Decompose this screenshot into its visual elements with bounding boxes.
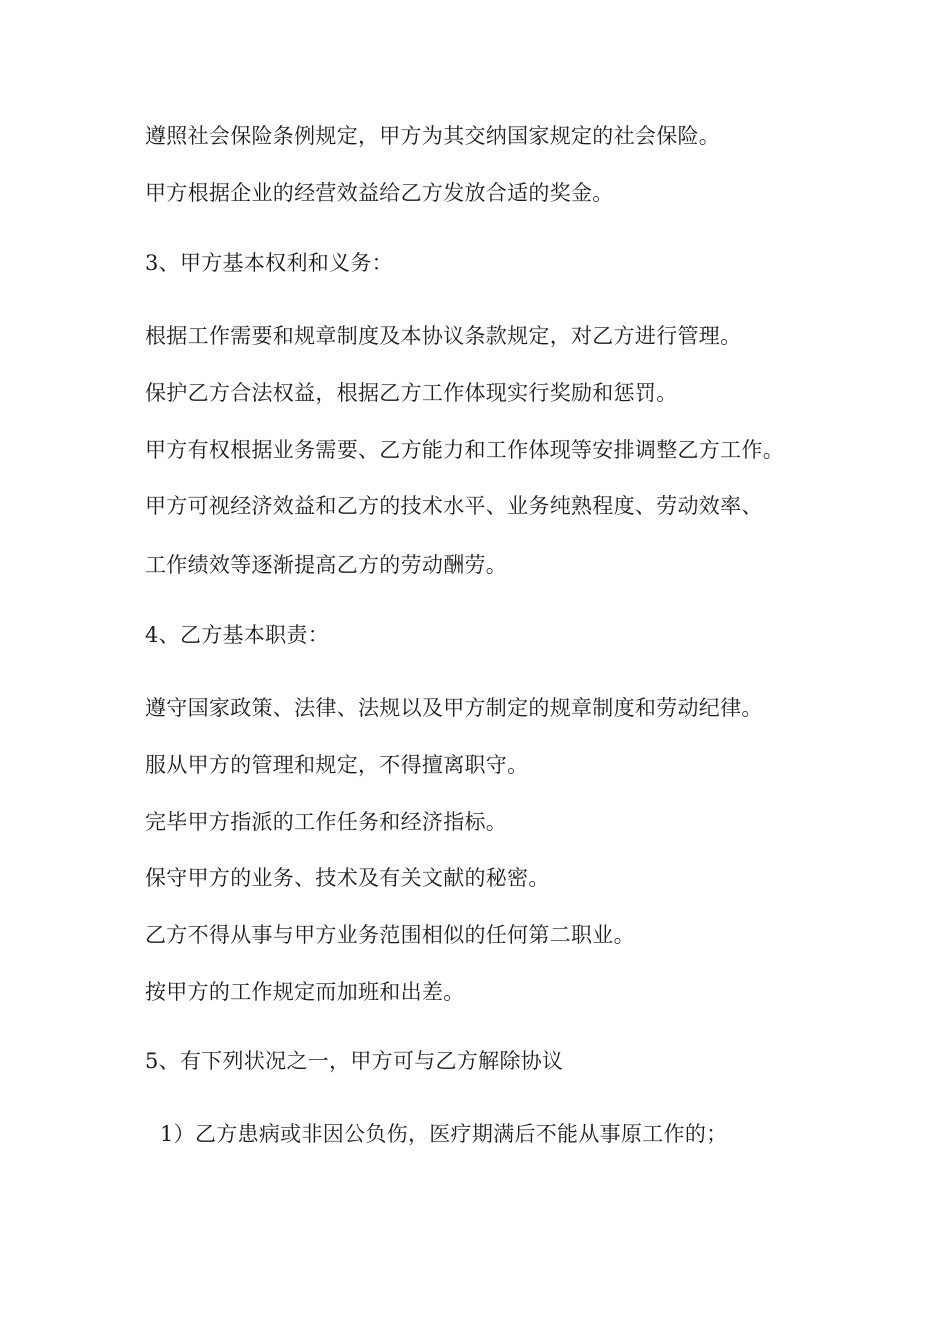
paragraph-overtime: 按甲方的工作规定而加班和出差。 bbox=[145, 980, 465, 1004]
paragraph-pay-raise-line1: 甲方可视经济效益和乙方的技术水平、业务纯熟程度、劳动效率、 bbox=[145, 494, 763, 518]
paragraph-management: 根据工作需要和规章制度及本协议条款规定，对乙方进行管理。 bbox=[145, 324, 742, 348]
section-heading-4: 4、乙方基本职责： bbox=[145, 623, 330, 647]
paragraph-pay-raise-line2: 工作绩效等逐渐提高乙方的劳动酬劳。 bbox=[145, 553, 508, 577]
section-heading-5: 5、有下列状况之一，甲方可与乙方解除协议 bbox=[145, 1049, 564, 1073]
paragraph-bonus: 甲方根据企业的经营效益给乙方发放合适的奖金。 bbox=[145, 181, 614, 205]
paragraph-no-second-job: 乙方不得从事与甲方业务范围相似的任何第二职业。 bbox=[145, 923, 635, 947]
section-heading-3: 3、甲方基本权利和义务： bbox=[145, 251, 393, 275]
paragraph-rights-protection: 保护乙方合法权益，根据乙方工作体现实行奖励和惩罚。 bbox=[145, 381, 678, 405]
paragraph-complete-tasks: 完毕甲方指派的工作任务和经济指标。 bbox=[145, 810, 508, 834]
paragraph-confidentiality: 保守甲方的业务、技术及有关文献的秘密。 bbox=[145, 866, 550, 890]
paragraph-social-insurance: 遵照社会保险条例规定，甲方为其交纳国家规定的社会保险。 bbox=[145, 124, 721, 148]
paragraph-obey-management: 服从甲方的管理和规定，不得擅离职守。 bbox=[145, 753, 529, 777]
paragraph-work-adjustment: 甲方有权根据业务需要、乙方能力和工作体现等安排调整乙方工作。 bbox=[145, 438, 784, 462]
list-item-1: 1）乙方患病或非因公负伤，医疗期满后不能从事原工作的； bbox=[160, 1122, 728, 1146]
paragraph-compliance: 遵守国家政策、法律、法规以及甲方制定的规章制度和劳动纪律。 bbox=[145, 696, 763, 720]
